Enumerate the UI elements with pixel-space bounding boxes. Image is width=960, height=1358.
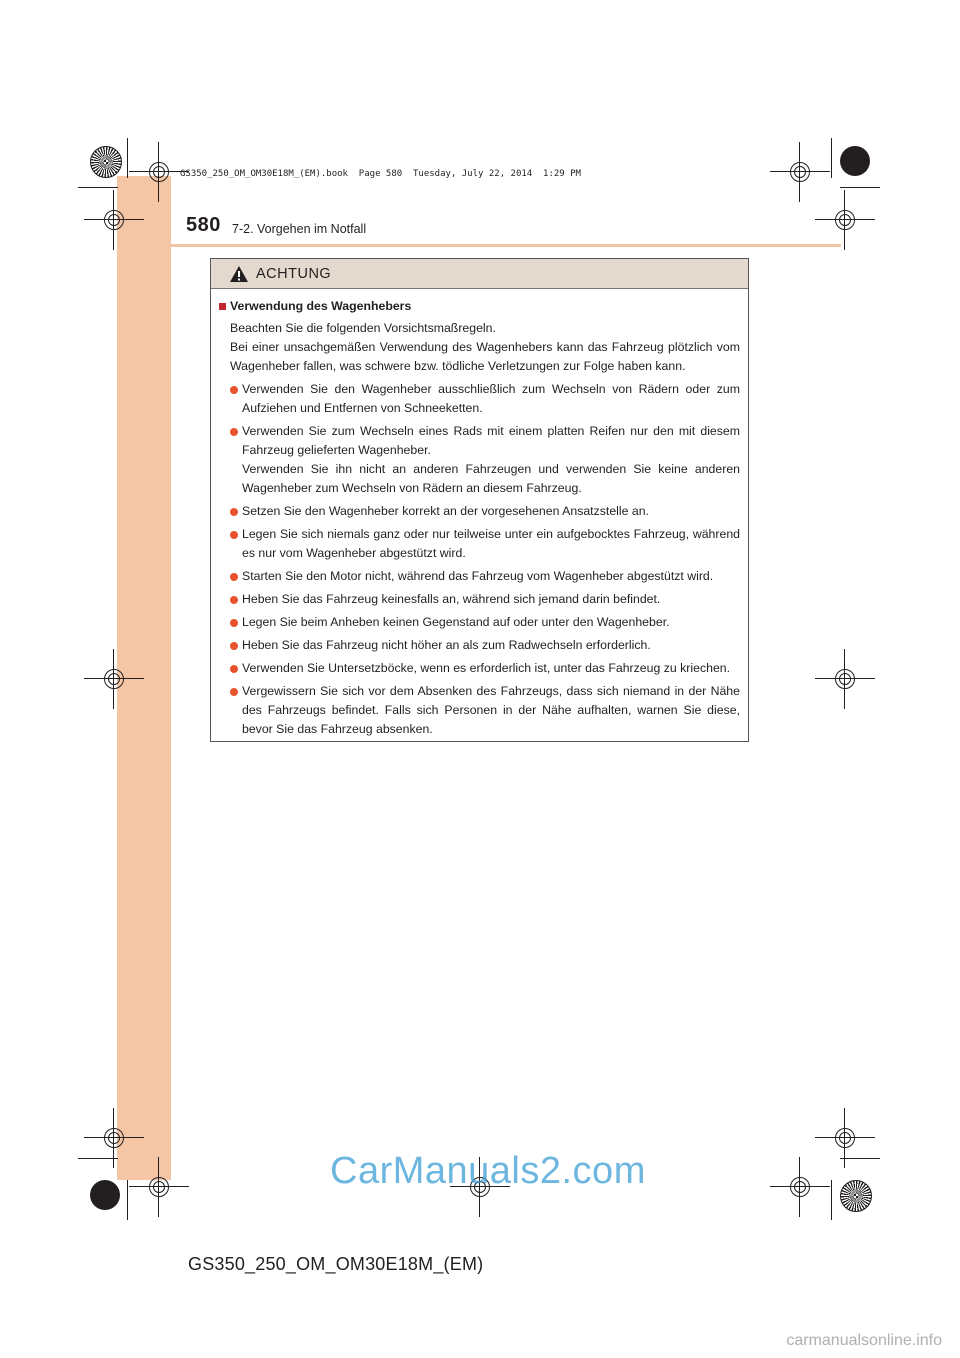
- round-bullet-icon: [230, 642, 238, 650]
- list-item: [219, 380, 740, 418]
- trim-line: [78, 187, 118, 188]
- list-item: [219, 590, 740, 609]
- starburst-mark-icon: [90, 146, 122, 178]
- trim-line: [831, 138, 832, 178]
- intro-line: Beachten Sie die folgenden Vorsichtsmaßregeln.: [230, 321, 496, 335]
- warning-subheading: [219, 297, 740, 316]
- list-item: [219, 682, 740, 739]
- trim-line: [840, 187, 880, 188]
- warning-box: [210, 258, 749, 742]
- section-title: 7-2. Vorgehen im Notfall: [232, 222, 367, 236]
- warning-triangle-icon: [229, 265, 249, 283]
- list-item: [219, 502, 740, 521]
- registration-mark-icon: [129, 1157, 189, 1217]
- list-item: [219, 636, 740, 655]
- list-item-text: Verwenden Sie zum Wechseln eines Rads mit einem platten Reifen nur den mit diesem Fahrzeug gelieferten Wagenheber.: [242, 424, 740, 457]
- registration-mark-icon: [815, 190, 875, 250]
- list-item-text: Setzen Sie den Wagenheber korrekt an der vorgesehenen Ansatzstelle an.: [242, 504, 649, 518]
- warning-header: [211, 259, 748, 289]
- solid-dot-mark-icon: [840, 146, 870, 176]
- list-item-text: Legen Sie beim Anheben keinen Gegenstand auf oder unter den Wagenheber.: [242, 615, 670, 629]
- round-bullet-icon: [230, 428, 238, 436]
- list-item: [219, 613, 740, 632]
- list-item: [219, 659, 740, 678]
- list-item-text: Heben Sie das Fahrzeug keinesfalls an, während sich jemand darin befindet.: [242, 592, 661, 606]
- list-item-text: Legen Sie sich niemals ganz oder nur teilweise unter ein aufgebocktes Fahrzeug, während es nur vom Wagenheber abgestützt wird.: [242, 527, 740, 560]
- list-item: [219, 567, 740, 586]
- registration-mark-icon: [84, 649, 144, 709]
- registration-mark-icon: [84, 190, 144, 250]
- list-item: [219, 422, 740, 498]
- list-item: [219, 525, 740, 563]
- intro-line: Bei einer unsachgemäßen Verwendung des Wagenhebers kann das Fahrzeug plötzlich vom Wagenheber fallen, was schwere bzw. tödliche Verletzungen zur Folge haben kann.: [230, 340, 740, 373]
- book-info-line: GS350_250_OM_OM30E18M_(EM).book Page 580 Tuesday, July 22, 2014 1:29 PM: [180, 169, 581, 179]
- list-item-text: Heben Sie das Fahrzeug nicht höher an als zum Radwechseln erforderlich.: [242, 638, 651, 652]
- square-bullet-icon: [219, 303, 226, 310]
- trim-line: [127, 138, 128, 178]
- round-bullet-icon: [230, 665, 238, 673]
- round-bullet-icon: [230, 573, 238, 581]
- round-bullet-icon: [230, 619, 238, 627]
- list-item-text: Verwenden Sie Untersetzböcke, wenn es erforderlich ist, unter das Fahrzeug zu kriechen.: [242, 661, 731, 675]
- round-bullet-icon: [230, 596, 238, 604]
- trim-line: [831, 1180, 832, 1220]
- footer-code: GS350_250_OM_OM30E18M_(EM): [188, 1254, 484, 1274]
- list-item-text: Vergewissern Sie sich vor dem Absenken des Fahrzeugs, dass sich niemand in der Nähe des Fahrzeugs befindet. Falls sich Personen in der Nähe aufhalten, warnen Sie diese, bevor Sie das Fahrzeug absenken.: [242, 684, 740, 736]
- precaution-list: [219, 380, 740, 739]
- bottom-watermark: carmanualsonline.info: [786, 1332, 942, 1349]
- warning-body: [211, 297, 748, 739]
- starburst-mark-icon: [840, 1180, 872, 1212]
- list-item-text: Verwenden Sie den Wagenheber ausschließlich zum Wechseln von Rädern oder zum Aufziehen und Entfernen von Schneeketten.: [242, 382, 740, 415]
- registration-mark-icon: [770, 1157, 830, 1217]
- warning-label: ACHTUNG: [256, 266, 332, 282]
- list-item-text: Starten Sie den Motor nicht, während das Fahrzeug vom Wagenheber abgestützt wird.: [242, 569, 714, 583]
- round-bullet-icon: [230, 531, 238, 539]
- round-bullet-icon: [230, 386, 238, 394]
- list-item-text: Verwenden Sie ihn nicht an anderen Fahrzeugen und verwenden Sie keine anderen Wagenheber zum Wechseln von Rädern an diesem Fahrzeug.: [242, 462, 740, 495]
- solid-dot-mark-icon: [90, 1180, 120, 1210]
- round-bullet-icon: [230, 508, 238, 516]
- round-bullet-icon: [230, 688, 238, 696]
- page-number: 580: [186, 214, 221, 236]
- warning-subheading-text: Verwendung des Wagenhebers: [230, 299, 412, 313]
- site-watermark: CarManuals2.com: [330, 1150, 646, 1192]
- registration-mark-icon: [815, 649, 875, 709]
- trim-line: [127, 1180, 128, 1220]
- warning-intro: [219, 319, 740, 376]
- header-rule: [117, 244, 841, 247]
